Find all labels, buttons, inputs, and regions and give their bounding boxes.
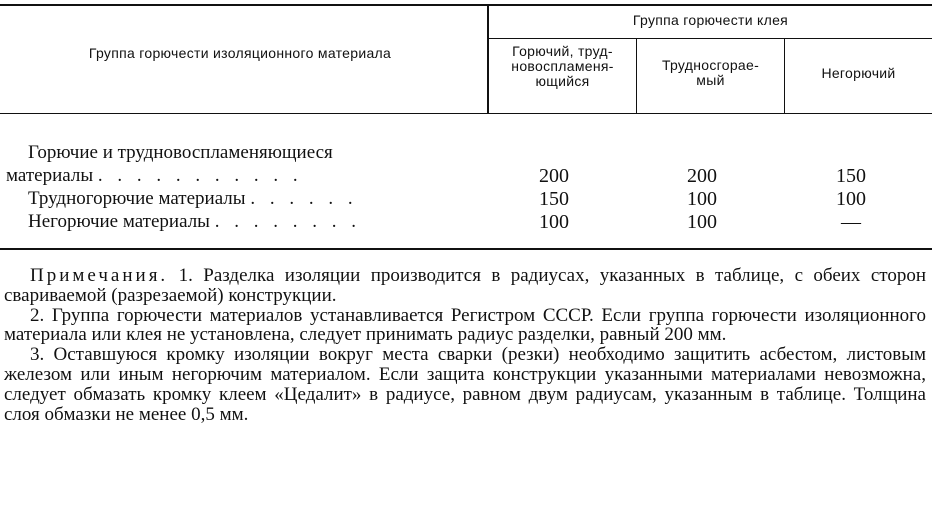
column-header-nonflammable — [785, 66, 932, 81]
note-2: 2. Группа горючести материалов устанавливается Регистром СССР. Если группа горючести изоляционного материала или клея не установлена, следует принимать радиус разделки, равный 200 мм. — [4, 304, 926, 346]
group-header-rule — [487, 38, 932, 39]
leader-dots: . . . . . . — [250, 188, 358, 209]
row-label-hard-to-burn — [28, 189, 358, 209]
table-cell: 150 — [539, 188, 569, 210]
notes-section — [4, 266, 926, 424]
row-label-text: материалы — [6, 165, 94, 186]
leader-dots: . . . . . . . . — [214, 211, 361, 232]
table-top-rule — [0, 4, 932, 6]
table-cell: 100 — [687, 188, 717, 210]
table-cell: 200 — [687, 165, 717, 187]
group-header — [489, 13, 932, 28]
column-header-line: мый — [696, 72, 725, 88]
table-cell: 150 — [836, 165, 866, 187]
row-header — [0, 46, 480, 61]
column-header-flammable — [489, 44, 636, 89]
leader-dots: . . . . . . . . . . . — [97, 165, 303, 186]
flammability-table — [0, 0, 932, 252]
row-header-text: Группа горючести изоляционного материала — [88, 45, 392, 61]
note-1-text: 1. Разделка изоляции производится в радиусах, указанных в таблице, с обеих сторон свариваемой (разрезаемой) конструкции. — [4, 265, 927, 306]
column-header-hard-to-burn — [637, 58, 784, 88]
column-header-line: Негорючий — [821, 65, 896, 81]
table-cell: — — [841, 211, 861, 233]
table-cell: 200 — [539, 165, 569, 187]
note-1 — [4, 266, 926, 306]
row-label-nonflammable — [28, 212, 361, 232]
note-3: 3. Оставшуюся кромку изоляции вокруг места сварки (резки) необходимо защитить асбестом, листовым железом или иным негорючим материалом. Если защита конструкции указанными материалами невозможна, следует обмазать кромку клеем «Цедалит» в радиусе, равном двум радиусам, указанным в таблице. Толщина слоя обмазки не менее 0,5 мм. — [4, 344, 926, 425]
table-bottom-rule — [0, 248, 932, 250]
column-header-line: ющийся — [535, 73, 590, 89]
row-label-text: Горючие и трудновоспламеняющиеся — [28, 142, 333, 163]
row-label-flammable-cont — [6, 166, 303, 186]
table-cell: 100 — [836, 188, 866, 210]
row-label-text: Трудногорючие материалы — [28, 188, 246, 209]
notes-heading: Примечания. — [30, 265, 169, 286]
column-header-line: новоспламеня- — [511, 58, 614, 74]
group-header-text: Группа горючести клея — [632, 12, 789, 28]
table-cell: 100 — [687, 211, 717, 233]
column-header-line: Горючий, труд- — [512, 43, 613, 59]
table-cell: 100 — [539, 211, 569, 233]
column-header-line: Трудносгорае- — [661, 57, 760, 73]
row-label-flammable — [28, 143, 333, 163]
header-bottom-rule — [0, 113, 932, 114]
row-label-text: Негорючие материалы — [28, 211, 210, 232]
